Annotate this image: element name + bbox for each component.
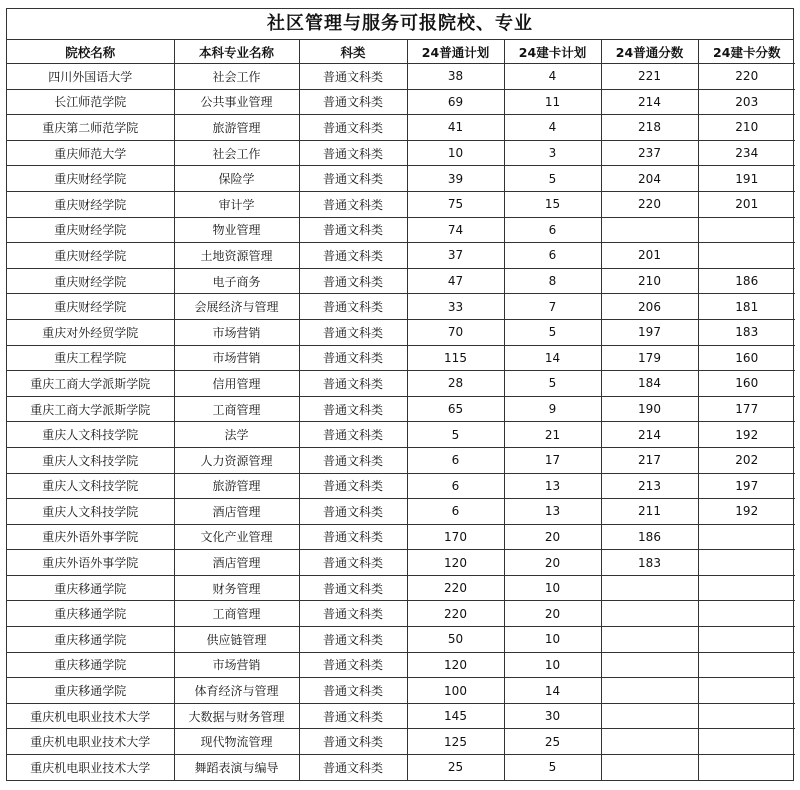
- cell-regular-score: 218: [601, 115, 698, 141]
- table-row: [7, 447, 795, 473]
- cell-major: 财务管理: [174, 575, 299, 601]
- cell-card-plan: 21: [504, 422, 601, 448]
- cell-major: 工商管理: [174, 601, 299, 627]
- cell-card-plan: 10: [504, 575, 601, 601]
- cell-card-score: 203: [698, 89, 795, 115]
- cell-major: 公共事业管理: [174, 89, 299, 115]
- cell-card-plan: 6: [504, 217, 601, 243]
- cell-regular-score: [601, 703, 698, 729]
- cell-category: 普通文科类: [299, 575, 407, 601]
- cell-school: 重庆外语外事学院: [7, 550, 174, 576]
- cell-major: 市场营销: [174, 652, 299, 678]
- cell-card-score: [698, 601, 795, 627]
- header-school: 院校名称: [7, 40, 174, 64]
- cell-category: 普通文科类: [299, 627, 407, 653]
- cell-regular-plan: 115: [407, 345, 504, 371]
- cell-card-plan: 10: [504, 652, 601, 678]
- cell-card-plan: 8: [504, 268, 601, 294]
- table-row: [7, 371, 795, 397]
- cell-regular-score: 220: [601, 191, 698, 217]
- table-row: [7, 703, 795, 729]
- cell-major: 物业管理: [174, 217, 299, 243]
- header-regular-score: 24普通分数: [601, 40, 698, 64]
- cell-regular-score: [601, 575, 698, 601]
- cell-category: 普通文科类: [299, 268, 407, 294]
- table-row: [7, 64, 795, 90]
- cell-school: 重庆移通学院: [7, 678, 174, 704]
- cell-school: 重庆财经学院: [7, 217, 174, 243]
- cell-regular-plan: 10: [407, 140, 504, 166]
- cell-regular-score: 201: [601, 243, 698, 269]
- cell-school: 重庆人文科技学院: [7, 447, 174, 473]
- cell-regular-plan: 33: [407, 294, 504, 320]
- cell-school: 重庆财经学院: [7, 268, 174, 294]
- table-row: [7, 166, 795, 192]
- cell-card-score: 234: [698, 140, 795, 166]
- cell-major: 社会工作: [174, 64, 299, 90]
- cell-regular-score: 214: [601, 89, 698, 115]
- cell-card-score: [698, 652, 795, 678]
- cell-card-score: [698, 703, 795, 729]
- cell-card-plan: 17: [504, 447, 601, 473]
- cell-major: 社会工作: [174, 140, 299, 166]
- admissions-sheet: [6, 8, 794, 781]
- cell-card-plan: 5: [504, 319, 601, 345]
- cell-school: 长江师范学院: [7, 89, 174, 115]
- cell-major: 舞蹈表演与编导: [174, 755, 299, 780]
- table-row: [7, 422, 795, 448]
- cell-regular-score: 206: [601, 294, 698, 320]
- cell-category: 普通文科类: [299, 755, 407, 780]
- cell-category: 普通文科类: [299, 678, 407, 704]
- cell-regular-score: [601, 755, 698, 780]
- table-row: [7, 191, 795, 217]
- cell-card-score: 192: [698, 422, 795, 448]
- cell-major: 现代物流管理: [174, 729, 299, 755]
- cell-school: 重庆外语外事学院: [7, 524, 174, 550]
- cell-regular-plan: 120: [407, 652, 504, 678]
- cell-category: 普通文科类: [299, 422, 407, 448]
- cell-category: 普通文科类: [299, 217, 407, 243]
- cell-card-score: 181: [698, 294, 795, 320]
- cell-school: 重庆人文科技学院: [7, 473, 174, 499]
- cell-school: 重庆机电职业技术大学: [7, 729, 174, 755]
- cell-regular-plan: 145: [407, 703, 504, 729]
- cell-school: 重庆财经学院: [7, 294, 174, 320]
- cell-regular-score: 179: [601, 345, 698, 371]
- cell-school: 重庆对外经贸学院: [7, 319, 174, 345]
- cell-category: 普通文科类: [299, 473, 407, 499]
- cell-major: 信用管理: [174, 371, 299, 397]
- cell-regular-score: [601, 217, 698, 243]
- cell-school: 重庆工商大学派斯学院: [7, 371, 174, 397]
- cell-card-score: [698, 550, 795, 576]
- cell-category: 普通文科类: [299, 652, 407, 678]
- cell-category: 普通文科类: [299, 89, 407, 115]
- table-row: [7, 89, 795, 115]
- cell-regular-score: 211: [601, 499, 698, 525]
- cell-major: 酒店管理: [174, 550, 299, 576]
- table-row: [7, 140, 795, 166]
- cell-school: 重庆机电职业技术大学: [7, 755, 174, 780]
- cell-major: 会展经济与管理: [174, 294, 299, 320]
- cell-regular-plan: 69: [407, 89, 504, 115]
- header-regular-plan: 24普通计划: [407, 40, 504, 64]
- cell-category: 普通文科类: [299, 166, 407, 192]
- cell-regular-plan: 75: [407, 191, 504, 217]
- cell-school: 重庆财经学院: [7, 166, 174, 192]
- cell-regular-score: [601, 601, 698, 627]
- cell-regular-score: 237: [601, 140, 698, 166]
- cell-regular-plan: 5: [407, 422, 504, 448]
- table-row: [7, 396, 795, 422]
- cell-card-score: 183: [698, 319, 795, 345]
- table-row: [7, 499, 795, 525]
- cell-card-score: 197: [698, 473, 795, 499]
- cell-category: 普通文科类: [299, 729, 407, 755]
- cell-card-score: 220: [698, 64, 795, 90]
- header-category: 科类: [299, 40, 407, 64]
- cell-category: 普通文科类: [299, 191, 407, 217]
- cell-card-plan: 30: [504, 703, 601, 729]
- cell-school: 重庆移通学院: [7, 652, 174, 678]
- cell-category: 普通文科类: [299, 319, 407, 345]
- cell-card-score: 202: [698, 447, 795, 473]
- cell-regular-plan: 25: [407, 755, 504, 780]
- table-row: [7, 473, 795, 499]
- cell-card-score: 160: [698, 371, 795, 397]
- table-row: [7, 268, 795, 294]
- table-row: [7, 115, 795, 141]
- table-row: [7, 627, 795, 653]
- cell-card-plan: 5: [504, 371, 601, 397]
- cell-regular-plan: 37: [407, 243, 504, 269]
- cell-regular-score: [601, 627, 698, 653]
- cell-card-plan: 5: [504, 166, 601, 192]
- cell-regular-plan: 38: [407, 64, 504, 90]
- cell-regular-plan: 120: [407, 550, 504, 576]
- cell-school: 重庆移通学院: [7, 601, 174, 627]
- cell-card-plan: 20: [504, 601, 601, 627]
- cell-card-score: [698, 678, 795, 704]
- cell-card-plan: 15: [504, 191, 601, 217]
- cell-school: 重庆移通学院: [7, 627, 174, 653]
- cell-major: 人力资源管理: [174, 447, 299, 473]
- header-row: [7, 40, 795, 64]
- cell-card-score: 191: [698, 166, 795, 192]
- cell-card-plan: 13: [504, 473, 601, 499]
- table-row: [7, 217, 795, 243]
- cell-regular-score: 210: [601, 268, 698, 294]
- cell-card-score: [698, 243, 795, 269]
- cell-major: 市场营销: [174, 319, 299, 345]
- cell-category: 普通文科类: [299, 524, 407, 550]
- cell-regular-score: 204: [601, 166, 698, 192]
- cell-category: 普通文科类: [299, 499, 407, 525]
- cell-regular-score: 183: [601, 550, 698, 576]
- table-row: [7, 601, 795, 627]
- cell-school: 重庆工程学院: [7, 345, 174, 371]
- cell-category: 普通文科类: [299, 601, 407, 627]
- cell-card-plan: 10: [504, 627, 601, 653]
- cell-regular-score: 186: [601, 524, 698, 550]
- cell-regular-plan: 41: [407, 115, 504, 141]
- cell-regular-score: [601, 652, 698, 678]
- cell-regular-plan: 6: [407, 447, 504, 473]
- cell-card-plan: 9: [504, 396, 601, 422]
- cell-major: 保险学: [174, 166, 299, 192]
- cell-regular-plan: 125: [407, 729, 504, 755]
- cell-regular-score: 184: [601, 371, 698, 397]
- table-row: [7, 319, 795, 345]
- cell-card-plan: 13: [504, 499, 601, 525]
- table-row: [7, 550, 795, 576]
- cell-regular-score: 213: [601, 473, 698, 499]
- cell-major: 文化产业管理: [174, 524, 299, 550]
- cell-category: 普通文科类: [299, 115, 407, 141]
- cell-regular-plan: 220: [407, 601, 504, 627]
- table-header: [7, 40, 795, 64]
- cell-card-score: 201: [698, 191, 795, 217]
- cell-card-plan: 14: [504, 345, 601, 371]
- cell-card-score: 177: [698, 396, 795, 422]
- cell-category: 普通文科类: [299, 550, 407, 576]
- header-card-score: 24建卡分数: [698, 40, 795, 64]
- cell-regular-plan: 65: [407, 396, 504, 422]
- cell-school: 重庆移通学院: [7, 575, 174, 601]
- cell-regular-score: 214: [601, 422, 698, 448]
- cell-major: 市场营销: [174, 345, 299, 371]
- table-row: [7, 524, 795, 550]
- cell-card-score: 192: [698, 499, 795, 525]
- admissions-table: [7, 40, 795, 780]
- cell-regular-plan: 70: [407, 319, 504, 345]
- cell-major: 体育经济与管理: [174, 678, 299, 704]
- table-row: [7, 575, 795, 601]
- table-row: [7, 729, 795, 755]
- cell-major: 酒店管理: [174, 499, 299, 525]
- cell-regular-score: [601, 678, 698, 704]
- cell-school: 重庆工商大学派斯学院: [7, 396, 174, 422]
- cell-major: 电子商务: [174, 268, 299, 294]
- cell-major: 供应链管理: [174, 627, 299, 653]
- cell-school: 重庆人文科技学院: [7, 499, 174, 525]
- cell-regular-plan: 50: [407, 627, 504, 653]
- cell-regular-score: 197: [601, 319, 698, 345]
- cell-category: 普通文科类: [299, 294, 407, 320]
- cell-category: 普通文科类: [299, 140, 407, 166]
- table-row: [7, 755, 795, 780]
- cell-card-plan: 11: [504, 89, 601, 115]
- cell-major: 法学: [174, 422, 299, 448]
- cell-card-score: 186: [698, 268, 795, 294]
- cell-card-plan: 4: [504, 64, 601, 90]
- cell-regular-plan: 220: [407, 575, 504, 601]
- cell-regular-plan: 47: [407, 268, 504, 294]
- cell-major: 工商管理: [174, 396, 299, 422]
- cell-major: 旅游管理: [174, 115, 299, 141]
- cell-card-plan: 3: [504, 140, 601, 166]
- cell-major: 大数据与财务管理: [174, 703, 299, 729]
- cell-category: 普通文科类: [299, 345, 407, 371]
- cell-card-plan: 7: [504, 294, 601, 320]
- cell-card-score: [698, 729, 795, 755]
- cell-school: 重庆机电职业技术大学: [7, 703, 174, 729]
- cell-card-plan: 6: [504, 243, 601, 269]
- cell-regular-score: 221: [601, 64, 698, 90]
- cell-regular-plan: 28: [407, 371, 504, 397]
- table-row: [7, 294, 795, 320]
- cell-regular-score: [601, 729, 698, 755]
- cell-regular-plan: 74: [407, 217, 504, 243]
- cell-card-score: [698, 524, 795, 550]
- cell-school: 重庆财经学院: [7, 243, 174, 269]
- header-card-plan: 24建卡计划: [504, 40, 601, 64]
- cell-regular-score: 190: [601, 396, 698, 422]
- cell-card-plan: 4: [504, 115, 601, 141]
- cell-regular-plan: 6: [407, 473, 504, 499]
- cell-category: 普通文科类: [299, 243, 407, 269]
- cell-card-plan: 25: [504, 729, 601, 755]
- cell-card-score: 210: [698, 115, 795, 141]
- cell-card-score: [698, 217, 795, 243]
- cell-card-score: [698, 575, 795, 601]
- cell-regular-plan: 100: [407, 678, 504, 704]
- cell-card-score: 160: [698, 345, 795, 371]
- cell-school: 重庆人文科技学院: [7, 422, 174, 448]
- cell-category: 普通文科类: [299, 64, 407, 90]
- sheet-title: 社区管理与服务可报院校、专业: [7, 9, 793, 40]
- header-major: 本科专业名称: [174, 40, 299, 64]
- cell-school: 重庆财经学院: [7, 191, 174, 217]
- cell-regular-plan: 39: [407, 166, 504, 192]
- table-row: [7, 678, 795, 704]
- cell-card-plan: 20: [504, 524, 601, 550]
- table-row: [7, 652, 795, 678]
- table-row: [7, 243, 795, 269]
- cell-school: 四川外国语大学: [7, 64, 174, 90]
- cell-regular-plan: 6: [407, 499, 504, 525]
- cell-card-score: [698, 627, 795, 653]
- cell-card-plan: 14: [504, 678, 601, 704]
- table-body: [7, 64, 795, 780]
- cell-school: 重庆第二师范学院: [7, 115, 174, 141]
- table-row: [7, 345, 795, 371]
- cell-regular-score: 217: [601, 447, 698, 473]
- cell-regular-plan: 170: [407, 524, 504, 550]
- cell-school: 重庆师范大学: [7, 140, 174, 166]
- cell-category: 普通文科类: [299, 703, 407, 729]
- cell-card-score: [698, 755, 795, 780]
- cell-category: 普通文科类: [299, 371, 407, 397]
- cell-major: 审计学: [174, 191, 299, 217]
- cell-category: 普通文科类: [299, 447, 407, 473]
- cell-major: 土地资源管理: [174, 243, 299, 269]
- cell-major: 旅游管理: [174, 473, 299, 499]
- cell-card-plan: 5: [504, 755, 601, 780]
- cell-card-plan: 20: [504, 550, 601, 576]
- cell-category: 普通文科类: [299, 396, 407, 422]
